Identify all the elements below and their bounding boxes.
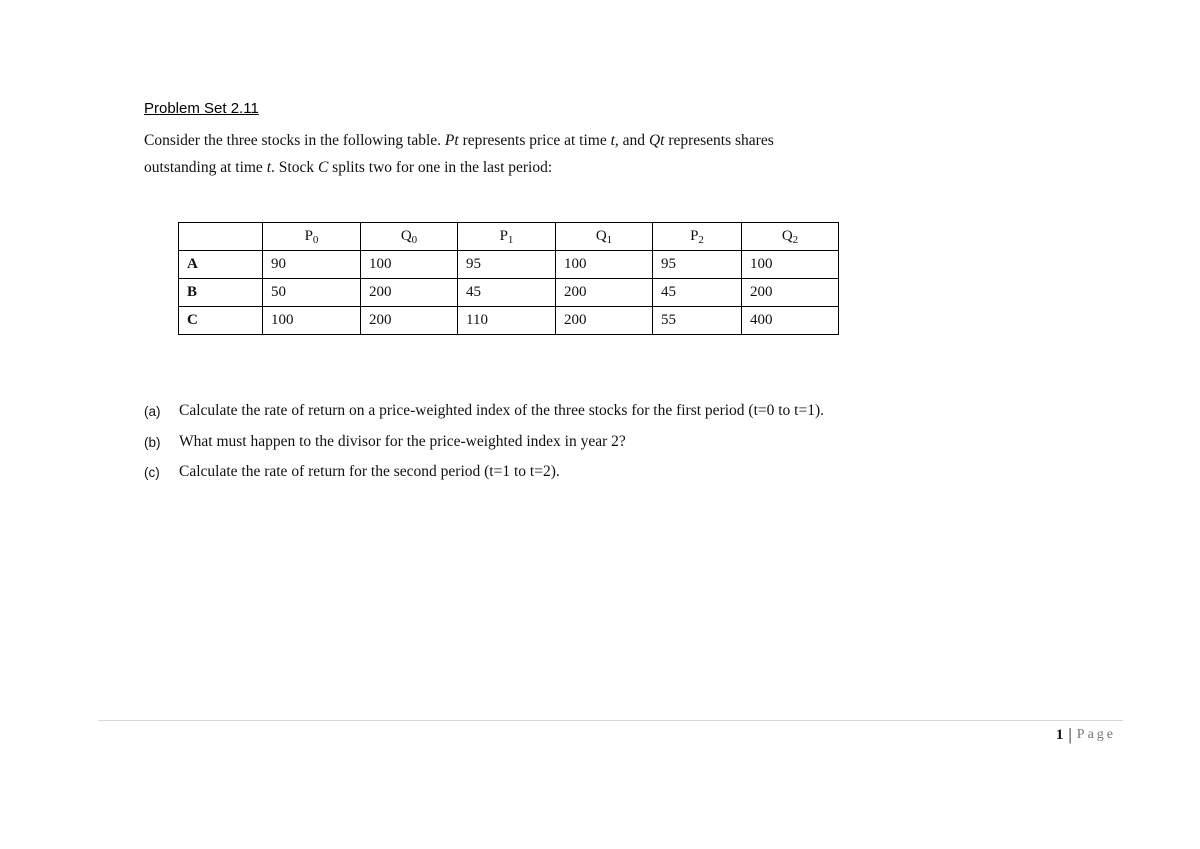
- table-header-cell: $Q_1$: [556, 223, 653, 251]
- table-row-label: C: [179, 307, 263, 335]
- table-cell: 90: [263, 251, 361, 279]
- table-header-cell: $P_1$: [458, 223, 556, 251]
- table-cell: 95: [653, 251, 742, 279]
- footer-divider: [98, 720, 1123, 721]
- intro-t-symbol: t: [266, 159, 272, 176]
- intro-text: . Stock: [271, 159, 318, 176]
- question-text: Calculate the rate of return for the second period (t=1 to t=2).: [179, 463, 560, 480]
- intro-pt-symbol: Pt: [444, 132, 459, 149]
- table-header-cell: $P_0$: [263, 223, 361, 251]
- table-cell: 45: [653, 279, 742, 307]
- question-item: [144, 433, 824, 464]
- table-header-cell: $Q_2$: [742, 223, 839, 251]
- intro-text: represents shares outstanding at time: [144, 132, 774, 176]
- table-row: [179, 251, 839, 279]
- page-number: 1: [1055, 726, 1064, 743]
- page-label: Page: [1076, 727, 1116, 742]
- footer-separator: |: [1068, 725, 1072, 744]
- intro-text: Consider the three stocks in the following table.: [144, 132, 445, 149]
- intro-qt-symbol: Qt: [648, 132, 665, 149]
- table-cell: 100: [361, 251, 458, 279]
- page-footer: [1056, 725, 1116, 745]
- question-label: (b): [144, 434, 161, 450]
- question-list: [144, 402, 824, 494]
- table-cell: 110: [458, 307, 556, 335]
- intro-stock-c-symbol: C: [317, 159, 329, 176]
- intro-t-symbol: t: [610, 132, 615, 149]
- table-header-cell: [179, 223, 263, 251]
- table-cell: 95: [458, 251, 556, 279]
- question-label: (c): [144, 465, 160, 480]
- table-header-cell: $Q_0$: [361, 223, 458, 251]
- table-cell: 55: [653, 307, 742, 335]
- table-row-label: A: [179, 251, 263, 279]
- table-cell: 200: [556, 307, 653, 335]
- problem-title: Problem Set 2.11: [144, 100, 259, 117]
- table-header-cell: $P_2$: [653, 223, 742, 251]
- table-cell: 200: [361, 279, 458, 307]
- table-row-label: B: [179, 279, 263, 307]
- table-header-row: [179, 223, 839, 251]
- question-item: [144, 463, 824, 494]
- table-cell: 200: [742, 279, 839, 307]
- intro-text: , and: [614, 132, 649, 149]
- stock-table: [178, 222, 839, 335]
- table-cell: 400: [742, 307, 839, 335]
- table-cell: 100: [742, 251, 839, 279]
- table-cell: 200: [556, 279, 653, 307]
- table-row: [179, 307, 839, 335]
- table-cell: 45: [458, 279, 556, 307]
- table-row: [179, 279, 839, 307]
- table-cell: 200: [361, 307, 458, 335]
- question-text: Calculate the rate of return on a price-weighted index of the three stocks for the first period (t=0 to t=1).: [179, 402, 825, 419]
- question-text: What must happen to the divisor for the price-weighted index in year 2?: [179, 432, 626, 450]
- question-label: (a): [144, 404, 161, 419]
- table-cell: 100: [263, 307, 361, 335]
- intro-text: splits two for one in the last period:: [328, 159, 553, 176]
- table-cell: 100: [556, 251, 653, 279]
- intro-paragraph: [144, 127, 784, 181]
- intro-text: represents price at time: [458, 132, 611, 149]
- table-cell: 50: [263, 279, 361, 307]
- question-item: [144, 402, 824, 433]
